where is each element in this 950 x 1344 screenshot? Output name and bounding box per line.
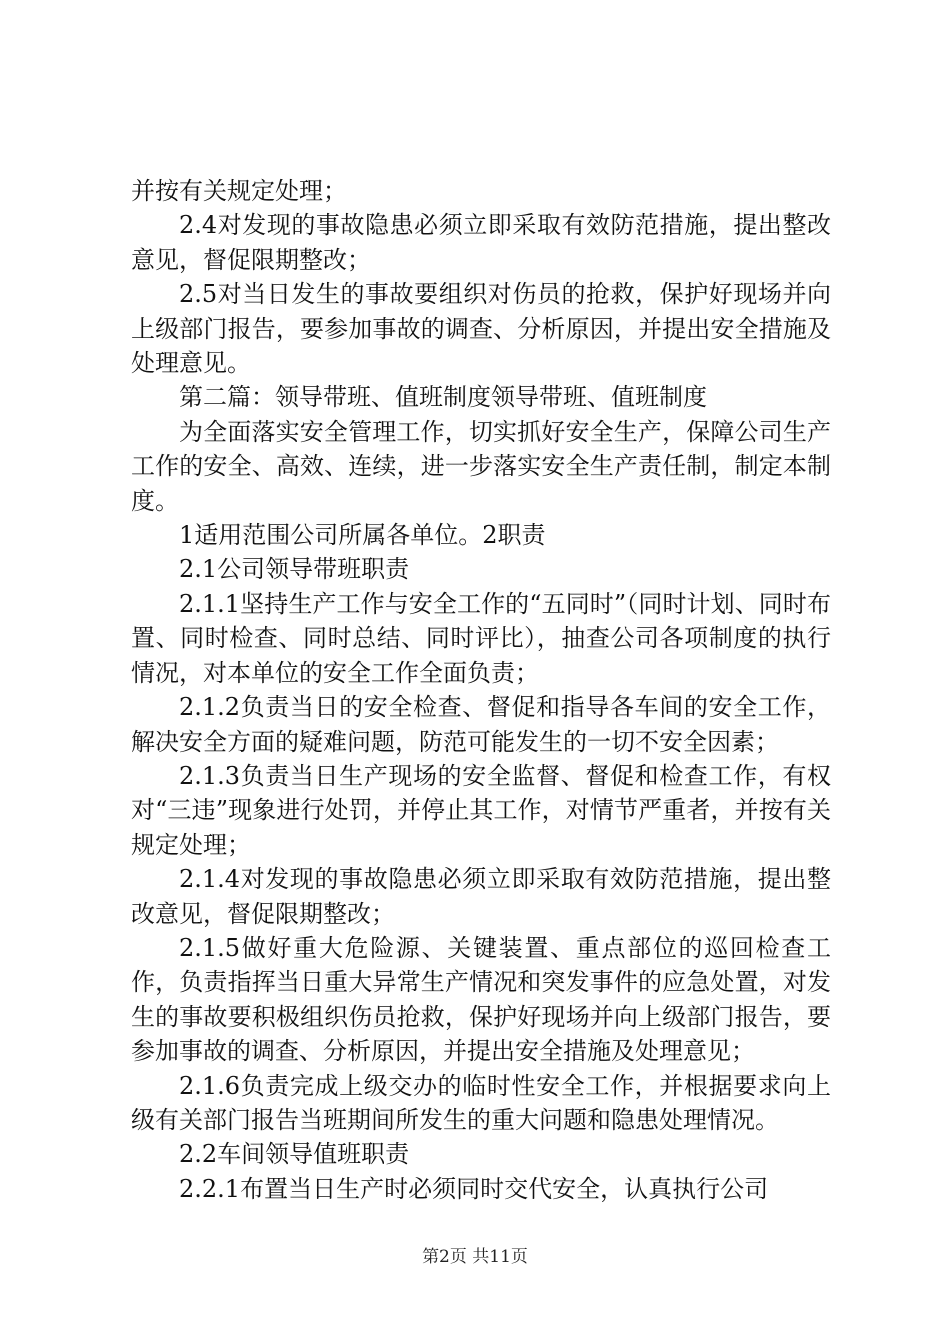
paragraph-2-1-5: 2.1.5做好重大危险源、关键装置、重点部位的巡回检查工作，负责指挥当日重大异常生产情况和突发事件的应急处置，对发生的事故要积极组织伤员抢救，保护好现场并向上级部门报告，要参加事故的调查、分析原因，并提出安全措施及处理意见；: [131, 933, 831, 1066]
paragraph-2: 2.4对发现的事故隐患必须立即采取有效防范措施，提出整改意见，督促限期整改；: [131, 211, 831, 274]
paragraph-2-2-1: 2.2.1布置当日生产时必须同时交代安全，认真执行公司: [179, 1174, 769, 1203]
paragraph-intro: 为全面落实安全管理工作，切实抓好安全生产，保障公司生产工作的安全、高效、连续，进一步落实安全生产责任制，制定本制度。: [131, 417, 831, 515]
page-number-footer: 第2页 共11页: [422, 1247, 528, 1267]
paragraph-3: 2.5对当日发生的事故要组织对伤员的抢救，保护好现场并向上级部门报告，要参加事故的调查、分析原因，并提出安全措施及处理意见。: [131, 280, 831, 378]
paragraph-2-1-2: 2.1.2负责当日的安全检查、督促和指导各车间的安全工作，解决安全方面的疑难问题，防范可能发生的一切不安全因素；: [131, 693, 831, 756]
paragraph-scope: 1适用范围公司所属各单位。2职责: [179, 521, 546, 550]
subheading-2-1: 2.1公司领导带班职责: [179, 555, 410, 584]
paragraph-2-1-3: 2.1.3负责当日生产现场的安全监督、督促和检查工作，有权对“三违”现象进行处罚，并停止其工作，对情节严重者，并按有关规定处理；: [131, 761, 831, 859]
section-heading: 第二篇：领导带班、值班制度领导带班、值班制度: [179, 383, 707, 412]
paragraph-2-1-1: 2.1.1坚持生产工作与安全工作的“五同时”（同时计划、同时布置、同时检查、同时总结、同时评比），抽查公司各项制度的执行情况，对本单位的安全工作全面负责；: [131, 589, 831, 687]
paragraph-1: 并按有关规定处理；: [131, 177, 347, 205]
paragraph-2-1-4: 2.1.4对发现的事故隐患必须立即采取有效防范措施，提出整改意见，督促限期整改；: [131, 865, 831, 928]
paragraph-2-1-6: 2.1.6负责完成上级交办的临时性安全工作，并根据要求向上级有关部门报告当班期间所发生的重大问题和隐患处理情况。: [131, 1071, 831, 1134]
subheading-2-2: 2.2车间领导值班职责: [179, 1140, 410, 1169]
document-body: [131, 174, 831, 1206]
